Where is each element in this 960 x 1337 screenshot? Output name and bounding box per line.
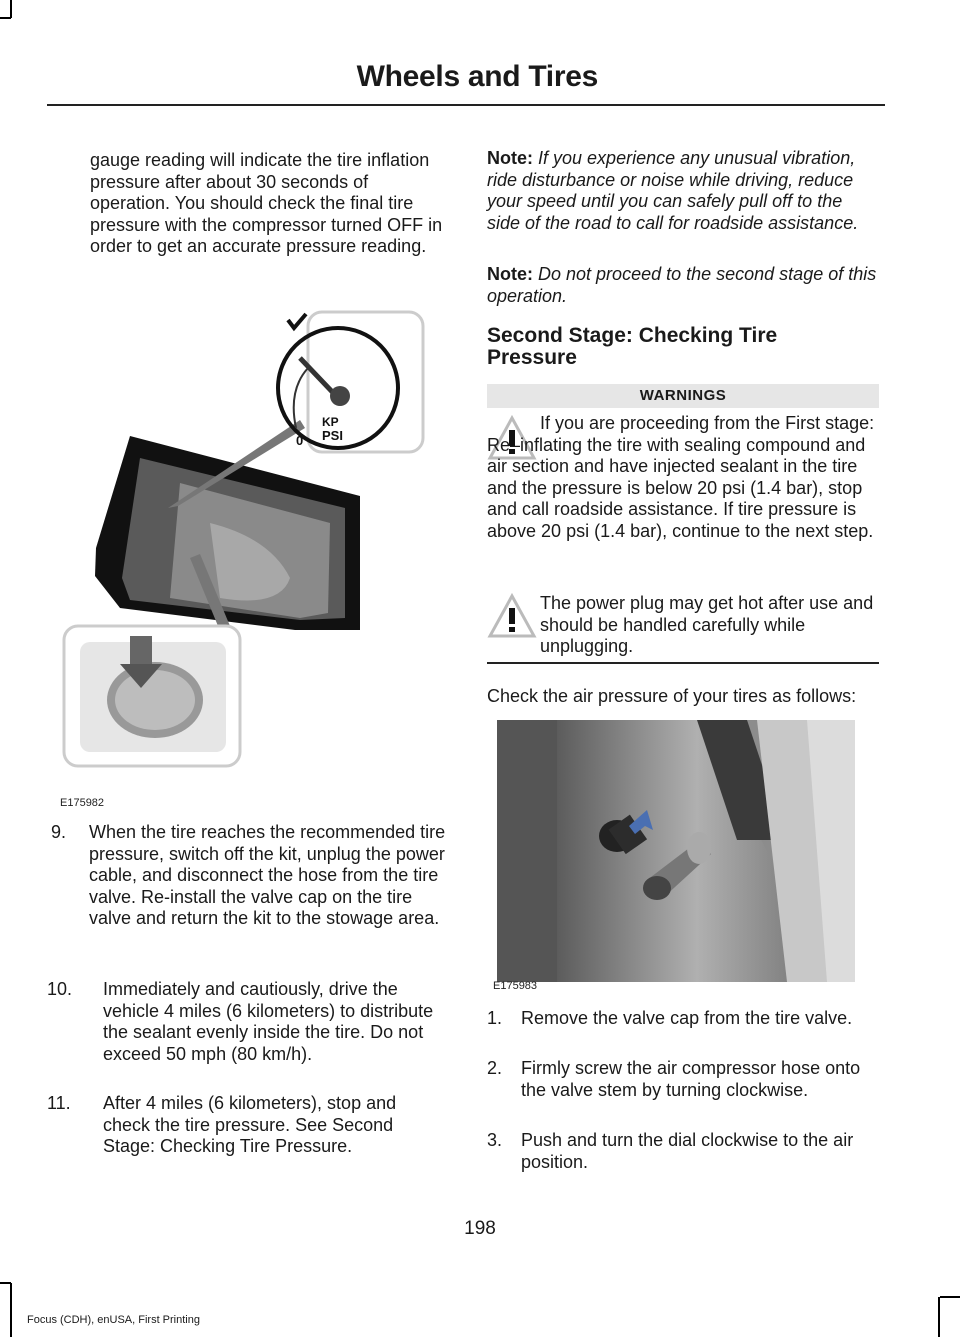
crop-mark <box>0 1282 11 1284</box>
crop-mark <box>940 1296 960 1298</box>
note-text: Do not proceed to the second stage of this operation. <box>487 264 877 306</box>
gauge-unit-top: KP <box>322 415 339 429</box>
document-info: Focus (CDH), enUSA, First Printing <box>27 1314 200 1326</box>
note-text: If you experience any unusual vibration, ride disturbance or noise while driving, reduce your speed until you can safely pull off to the side of the road to call for roadside assistance. <box>487 148 859 233</box>
check-intro: Check the air pressure of your tires as follows: <box>487 686 857 706</box>
note <box>487 264 879 307</box>
step-text: Firmly screw the air compressor hose onto the valve stem by turning clockwise. <box>521 1058 861 1100</box>
step-number: 11. <box>47 1093 71 1113</box>
step-number: 1. <box>487 1008 503 1028</box>
step-number: 2. <box>487 1058 503 1078</box>
tire-valve-illustration <box>497 720 855 982</box>
tire-valve-figure <box>497 720 855 982</box>
note-label: Note: <box>487 148 533 168</box>
crop-mark <box>10 0 12 18</box>
step-text: Push and turn the dial clockwise to the air position. <box>521 1130 854 1172</box>
step-number: 9. <box>51 822 67 842</box>
warnings-title: WARNINGS <box>487 384 879 408</box>
step-text: Immediately and cautiously, drive the vehicle 4 miles (6 kilometers) to distribute the sealant evenly inside the tire. Do not exceed 50 mph (80 km/h). <box>103 979 434 1064</box>
warning-text: The power plug may get hot after use and should be handled carefully while unplugging. <box>540 593 874 656</box>
gauge-unit-bottom: PSI <box>322 428 343 443</box>
crop-mark <box>0 17 11 19</box>
warning-text: If you are proceeding from the First stage: Re–inflating the tire with sealing compound and air section and have injected sealant in the tire and the pressure is below 20 psi (1.4 bar), stop and call roadside assistance. If tire pressure is above 20 psi (1.4 bar), continue to the next step. <box>487 413 875 541</box>
compressor-illustration <box>60 308 430 770</box>
figure-label: E175982 <box>60 797 105 809</box>
step-text: After 4 miles (6 kilometers), stop and check the tire pressure. See Second Stage: Checking Tire Pressure. <box>103 1093 397 1156</box>
step-text: When the tire reaches the recommended tire pressure, switch off the kit, unplug the power cable, and disconnect the hose from the tire valve. Re-install the valve cap on the tire valve and return the kit to the stowage area. <box>89 822 446 928</box>
crop-mark <box>10 1283 12 1337</box>
title-divider <box>47 104 885 106</box>
section-heading: Second Stage: Checking Tire Pressure <box>487 324 778 369</box>
step-number: 3. <box>487 1130 503 1150</box>
step-number: 10. <box>47 979 73 999</box>
note <box>487 148 879 234</box>
page-title: Wheels and Tires <box>356 60 598 93</box>
compressor-gauge-figure <box>60 308 430 770</box>
step-text: Remove the valve cap from the tire valve. <box>521 1008 853 1028</box>
page-number: 198 <box>464 1218 496 1239</box>
gauge-zero: 0 <box>296 433 304 448</box>
figure-label: E175983 <box>493 980 538 992</box>
intro-paragraph: gauge reading will indicate the tire inflation pressure after about 30 seconds of operation. You should check the final tire pressure with the compressor turned OFF in order to get an accurate pressure reading. <box>90 150 443 256</box>
warnings-end-divider <box>487 662 879 664</box>
crop-mark <box>938 1297 940 1337</box>
warning-triangle-icon <box>487 592 537 645</box>
note-label: Note: <box>487 264 533 284</box>
